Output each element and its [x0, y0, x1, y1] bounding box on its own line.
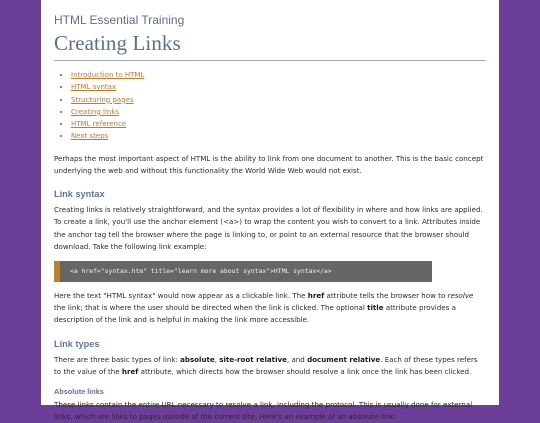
- text-segment: attribute tells the browser how to: [324, 291, 448, 300]
- text-segment: ,: [214, 354, 220, 364]
- absolute-term: absolute: [180, 354, 215, 364]
- link-syntax-paragraph: Creating links is relatively straightforward, and the syntax provides a lot of flexibility in where and how links are applied. To create a link, you'll use the anchor element (<a>) to wrap the content you wish to convert to a link. Attributes inside the anchor tag tell the browser where the page is linking to, or point to an external resource that the browser should download. Take the following link example:: [54, 205, 483, 251]
- text-segment: attribute, which directs how the browser should resolve a link once the link has been clicked.: [138, 366, 472, 376]
- resolve-term: resolve: [447, 291, 474, 300]
- text-segment: the link; that is where the user should be directed when the link is clicked. The optional: [54, 303, 368, 313]
- site-root-term: site-root relative: [219, 354, 287, 364]
- page-title: Creating Links: [54, 31, 181, 55]
- href-term: href: [121, 366, 139, 376]
- toc-item: [71, 81, 486, 93]
- toc-item: [71, 130, 486, 142]
- title-divider: [54, 60, 486, 61]
- text-segment: Here the text "HTML syntax" would now appear as a clickable link. The: [54, 291, 308, 300]
- text-segment: , and: [286, 354, 308, 364]
- text-segment: There are three basic types of link:: [54, 354, 181, 364]
- link-types-paragraph: [54, 354, 486, 378]
- toc-item: [71, 118, 486, 130]
- toc-item: [71, 106, 486, 118]
- toc-link-html-reference[interactable]: HTML reference: [71, 120, 127, 129]
- toc-link-creating-links[interactable]: Creating links: [71, 107, 120, 116]
- absolute-links-paragraph: These links contain the entire URL necessary to resolve a link, including the protocol. This is usually done for external links, which are links to pages outside of the current site. Here's an example of an absolute link:: [54, 400, 473, 422]
- title-term: title: [367, 303, 384, 313]
- toc-link-structuring-pages[interactable]: Structuring pages: [71, 95, 134, 104]
- toc-item: [71, 69, 486, 81]
- toc-link-html-syntax[interactable]: HTML syntax: [71, 83, 117, 92]
- document-relative-term: document relative: [307, 354, 381, 364]
- link-syntax-heading: Link syntax: [54, 189, 105, 200]
- href-term: href: [307, 291, 325, 300]
- intro-paragraph: Perhaps the most important aspect of HTML is the ability to link from one document to another. This is the basic concept underlying the web and without this functionality the World Wide Web would not exist.: [54, 153, 484, 175]
- text-segment: . Each of these types refers to the value of the: [54, 354, 478, 376]
- toc-link-introduction[interactable]: Introduction to HTML: [71, 71, 145, 79]
- table-of-contents: [54, 69, 486, 143]
- code-example: <a href="syntax.htm" title="learn more about syntax">HTML syntax</a>: [54, 261, 432, 282]
- syntax-explanation-paragraph: [54, 290, 486, 327]
- link-types-heading: Link types: [54, 338, 100, 349]
- toc-item: [71, 94, 486, 106]
- document-page: [41, 0, 499, 422]
- toc-link-next-steps[interactable]: Next steps: [71, 132, 109, 141]
- absolute-links-heading: Absolute links: [54, 387, 104, 397]
- text-segment: attribute provides a description of the link and is helpful in making the link more accessible.: [54, 303, 456, 325]
- course-title: HTML Essential Training: [54, 13, 185, 27]
